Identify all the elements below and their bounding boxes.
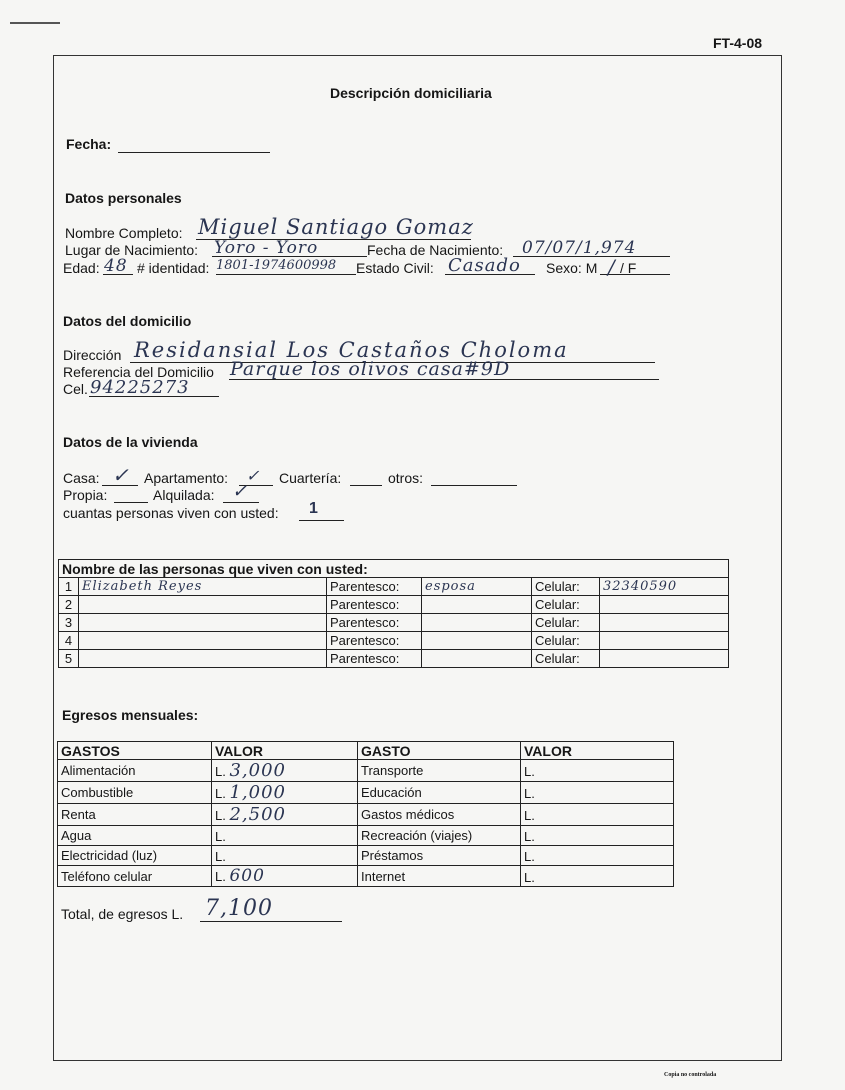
currency-label: L. — [524, 849, 535, 864]
civil-label: Estado Civil: — [356, 260, 434, 276]
fecha-line — [118, 152, 270, 153]
row-number: 4 — [59, 632, 79, 650]
id-line — [216, 274, 356, 275]
cell-label: Celular: — [532, 632, 600, 650]
civil-value[interactable]: Casado — [448, 255, 521, 276]
col-gasto: GASTO — [358, 742, 521, 760]
person-name[interactable] — [79, 650, 327, 668]
expense-value-cell[interactable] — [521, 846, 674, 866]
fecha-label: Fecha: — [66, 136, 112, 152]
currency-label: L. — [215, 849, 226, 864]
full-name-value[interactable]: Miguel Santiago Gomaz — [198, 215, 474, 239]
relation-value[interactable]: esposa — [422, 578, 532, 596]
household-table-header — [59, 560, 729, 578]
birthplace-value[interactable]: Yoro - Yoro — [214, 238, 319, 258]
relation-value[interactable] — [422, 650, 532, 668]
currency-label: L. — [524, 764, 535, 779]
expense-value[interactable]: 2,500 — [229, 804, 286, 825]
table-row — [58, 804, 674, 826]
expenses-table — [57, 741, 674, 887]
otros-label: otros: — [388, 470, 424, 486]
relation-value[interactable] — [422, 614, 532, 632]
relation-value[interactable] — [422, 596, 532, 614]
currency-label: L. — [215, 786, 226, 801]
expense-value-cell[interactable] — [212, 804, 358, 826]
alquilada-mark[interactable]: ✓ — [232, 481, 248, 502]
people-count-label: cuantas personas viven con usted: — [63, 505, 279, 521]
address-value[interactable]: Residansial Los Castaños Choloma — [134, 338, 569, 362]
expense-label: Teléfono celular — [58, 866, 212, 887]
table-row — [58, 782, 674, 804]
apartamento-mark[interactable]: ✓ — [246, 466, 260, 485]
form-code: FT-4-08 — [713, 35, 763, 51]
total-label: Total, de egresos L. — [61, 906, 184, 922]
row-number: 3 — [59, 614, 79, 632]
page-title: Descripción domiciliaria — [330, 85, 492, 101]
table-row — [59, 614, 729, 632]
expense-label: Renta — [58, 804, 212, 826]
expense-label: Educación — [358, 782, 521, 804]
cell-value[interactable] — [600, 632, 729, 650]
row-number: 1 — [59, 578, 79, 596]
age-value[interactable]: 48 — [104, 256, 128, 276]
expense-value-cell[interactable] — [521, 760, 674, 782]
table-row — [58, 826, 674, 846]
expense-value-cell[interactable] — [521, 804, 674, 826]
household-table — [58, 559, 729, 668]
apartamento-label: Apartamento: — [144, 470, 229, 486]
cell-label: Celular: — [532, 650, 600, 668]
casa-label: Casa: — [63, 470, 100, 486]
row-number: 5 — [59, 650, 79, 668]
expense-label: Alimentación — [58, 760, 212, 782]
total-line — [200, 921, 342, 922]
corner-mark — [10, 22, 60, 24]
currency-label: L. — [215, 764, 226, 779]
birthplace-label: Lugar de Nacimiento: — [65, 242, 199, 258]
expense-value-cell[interactable] — [212, 760, 358, 782]
full-name-label: Nombre Completo: — [65, 225, 183, 241]
relation-label: Parentesco: — [327, 578, 422, 596]
expense-value-cell[interactable] — [521, 866, 674, 887]
currency-label: L. — [524, 829, 535, 844]
person-name[interactable] — [79, 632, 327, 650]
cuarteria-label: Cuartería: — [279, 470, 342, 486]
propia-line — [114, 502, 148, 503]
person-name[interactable] — [79, 596, 327, 614]
currency-label: L. — [215, 869, 226, 884]
table-row — [58, 846, 674, 866]
expense-label: Combustible — [58, 782, 212, 804]
cell-value[interactable] — [600, 596, 729, 614]
cell-value[interactable]: 32340590 — [600, 578, 729, 596]
expense-label: Transporte — [358, 760, 521, 782]
table-row — [59, 632, 729, 650]
birthdate-label: Fecha de Nacimiento: — [367, 242, 504, 258]
expense-label: Préstamos — [358, 846, 521, 866]
cell-label: Celular: — [532, 614, 600, 632]
people-count-line — [299, 520, 344, 521]
id-value[interactable]: 1801-1974600998 — [216, 258, 337, 273]
expense-label: Electricidad (luz) — [58, 846, 212, 866]
relation-label: Parentesco: — [327, 614, 422, 632]
expense-value-cell[interactable] — [212, 846, 358, 866]
expense-label: Gastos médicos — [358, 804, 521, 826]
currency-label: L. — [524, 808, 535, 823]
currency-label: L. — [524, 786, 535, 801]
section-domicile-heading: Datos del domicilio — [63, 313, 192, 329]
expense-value-cell[interactable] — [212, 826, 358, 846]
table-row — [59, 578, 729, 596]
table-row — [59, 596, 729, 614]
person-name[interactable]: Elizabeth Reyes — [79, 578, 327, 596]
col-gastos: GASTOS — [58, 742, 212, 760]
currency-label: L. — [215, 808, 226, 823]
reference-label: Referencia del Domicilio — [63, 364, 214, 380]
age-label: Edad: — [63, 260, 100, 276]
expense-value[interactable]: 600 — [229, 866, 265, 886]
otros-line — [431, 485, 517, 486]
cuarteria-line — [350, 485, 382, 486]
reference-value[interactable]: Parque los olivos casa#9D — [230, 358, 511, 380]
cell-label: Celular: — [532, 596, 600, 614]
cell-value[interactable] — [600, 650, 729, 668]
currency-label: L. — [524, 869, 535, 885]
address-label: Dirección — [63, 347, 122, 363]
phone-label: Cel. — [63, 381, 88, 397]
casa-mark[interactable]: ✓ — [112, 463, 129, 487]
total-value[interactable]: 7,100 — [205, 896, 273, 921]
alquilada-line — [223, 502, 259, 503]
table-row — [58, 760, 674, 782]
section-housing-heading: Datos de la vivienda — [63, 434, 198, 450]
expense-label: Internet — [358, 866, 521, 887]
relation-label: Parentesco: — [327, 632, 422, 650]
relation-value[interactable] — [422, 632, 532, 650]
expense-value[interactable]: 3,000 — [229, 760, 286, 781]
sex-label: Sexo: M — [546, 260, 598, 276]
alquilada-label: Alquilada: — [153, 487, 215, 503]
sex-mark[interactable]: / — [608, 255, 615, 279]
expense-value-cell[interactable] — [212, 866, 358, 887]
currency-label: L. — [215, 829, 226, 844]
col-valor-right: VALOR — [521, 742, 674, 760]
relation-label: Parentesco: — [327, 650, 422, 668]
relation-label: Parentesco: — [327, 596, 422, 614]
cell-value[interactable] — [600, 614, 729, 632]
propia-label: Propia: — [63, 487, 108, 503]
footer-note: Copia no controlada — [664, 1072, 717, 1078]
col-valor-left: VALOR — [212, 742, 358, 760]
person-name[interactable] — [79, 614, 327, 632]
expense-value-cell[interactable] — [521, 782, 674, 804]
sex-f-label: / F — [620, 260, 637, 276]
expense-value-cell[interactable] — [212, 782, 358, 804]
expenses-header — [58, 742, 674, 760]
section-personal-heading: Datos personales — [65, 190, 182, 206]
expense-label: Agua — [58, 826, 212, 846]
row-number: 2 — [59, 596, 79, 614]
id-label: # identidad: — [137, 260, 210, 276]
phone-value[interactable]: 94225273 — [90, 377, 190, 398]
table-row — [59, 650, 729, 668]
table-row — [58, 866, 674, 887]
expense-label: Recreación (viajes) — [358, 826, 521, 846]
section-expenses-heading: Egresos mensuales: — [62, 707, 199, 723]
expense-value-cell[interactable] — [521, 826, 674, 846]
cell-label: Celular: — [532, 578, 600, 596]
birthdate-value[interactable]: 07/07/1,974 — [522, 238, 637, 258]
household-heading: Nombre de las personas que viven con usted: — [59, 560, 729, 578]
people-count-value[interactable]: 1 — [309, 500, 318, 517]
expense-value[interactable]: 1,000 — [229, 782, 286, 803]
